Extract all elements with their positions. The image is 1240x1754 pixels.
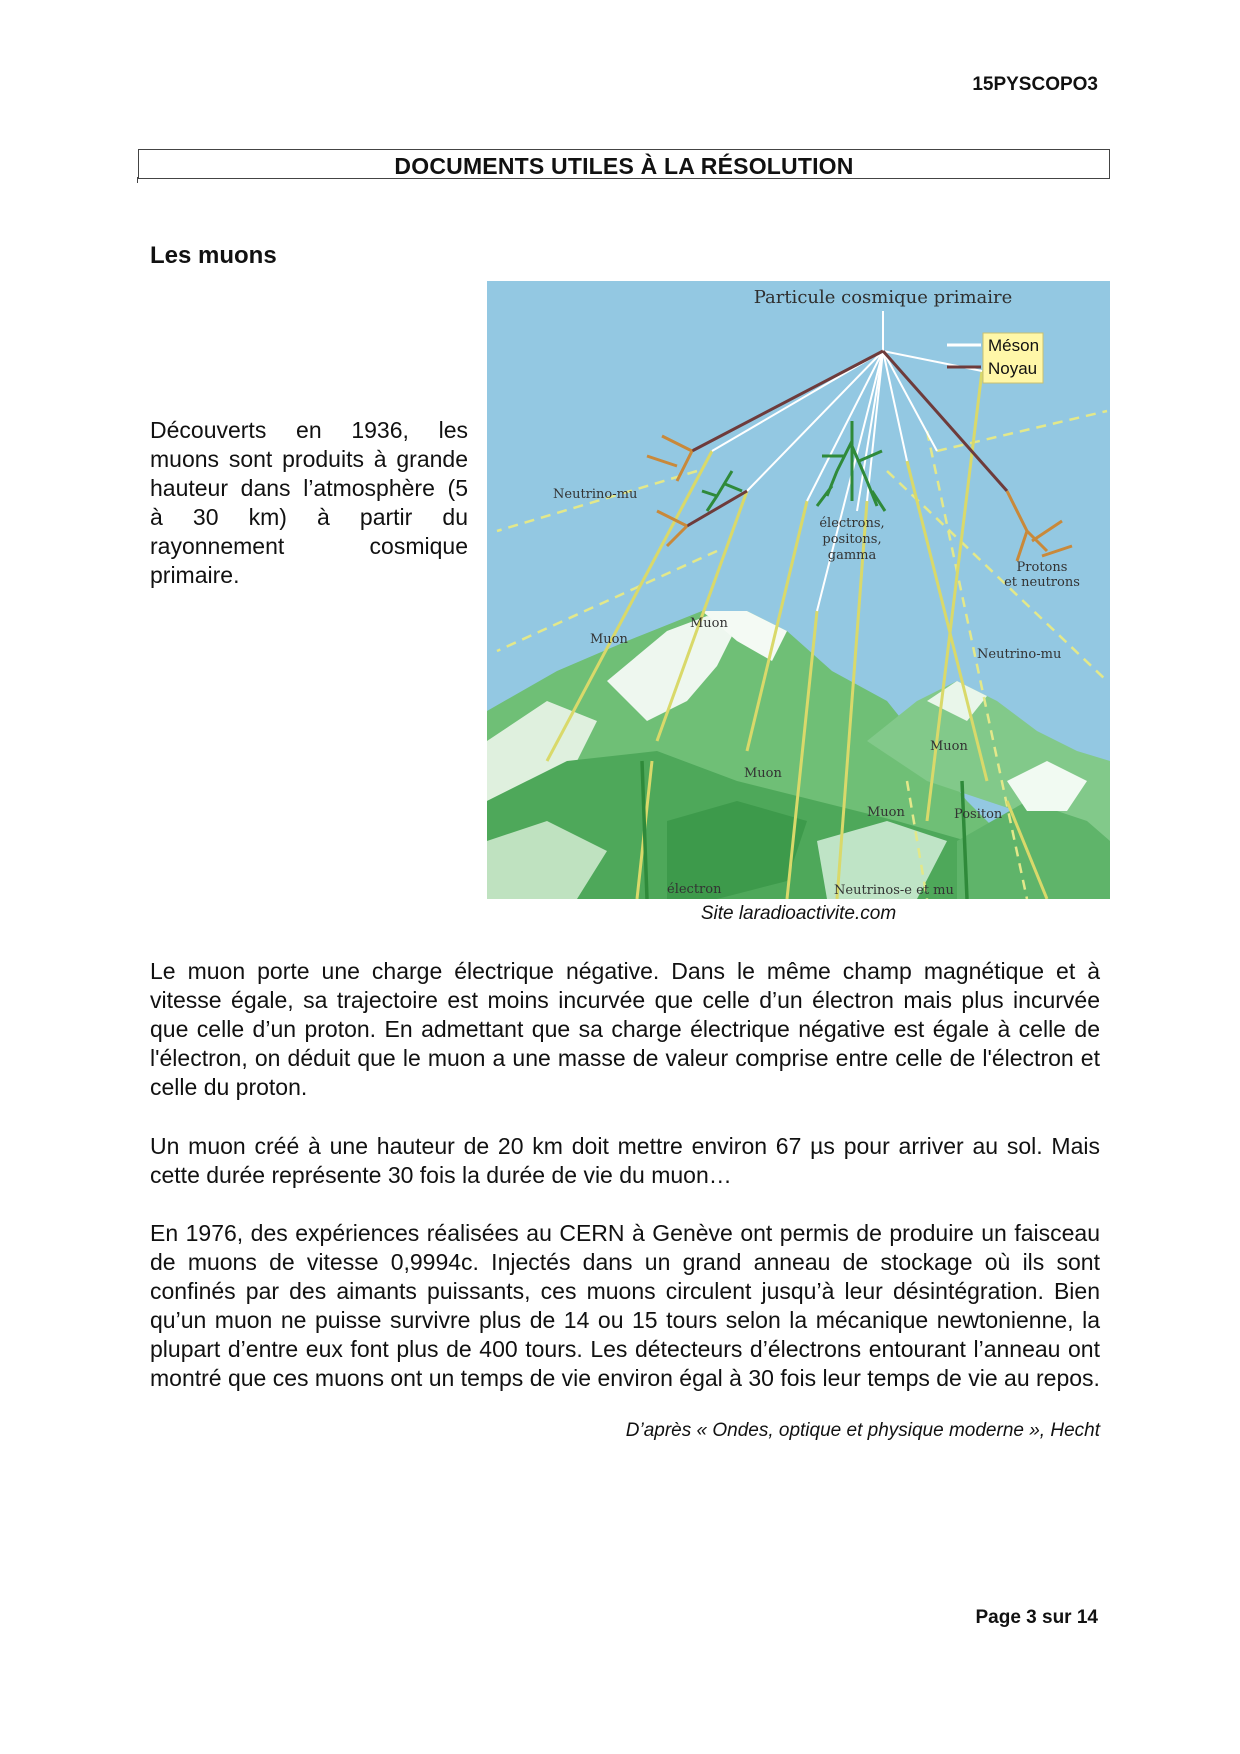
cosmic-ray-figure bbox=[487, 281, 1110, 899]
figure-caption: Site laradioactivite.com bbox=[700, 903, 897, 924]
source-citation: D’après « Ondes, optique et physique moderne », Hecht bbox=[625, 1420, 1100, 1441]
label-neutrinos-e-mu: Neutrinos-e et mu bbox=[834, 883, 954, 898]
label-neutrino-mu-right: Neutrino-mu bbox=[977, 647, 1062, 662]
document-code: 15PYSCOPO3 bbox=[972, 74, 1098, 95]
paragraph-1: Le muon porte une charge électrique négative. Dans le même champ magnétique et à vitesse égale, sa trajectoire est moins incurvée que celle d’un électron mais plus incurvée que celle d’un proton. En admettant que sa charge électrique négative est égale à celle de l'électron, on déduit que le muon a une masse de valeur comprise entre celle de l'électron et celle du proton. bbox=[150, 958, 1100, 1100]
page-number: Page 3 sur 14 bbox=[975, 1607, 1098, 1628]
label-electron: électron bbox=[667, 882, 722, 897]
cosmic-ray-diagram bbox=[487, 281, 1110, 899]
label-muon-5: Muon bbox=[867, 805, 905, 820]
label-electrons-2: positons, bbox=[822, 532, 882, 547]
figure-title: Particule cosmique primaire bbox=[753, 287, 1013, 308]
paragraph-2: Un muon créé à une hauteur de 20 km doit mettre environ 67 µs pour arriver au sol. Mais cette durée représente 30 fois la durée de vie du muon… bbox=[150, 1133, 1100, 1188]
label-neutrino-mu-left: Neutrino-mu bbox=[553, 487, 638, 502]
legend-meson-label: Méson bbox=[988, 336, 1040, 355]
label-muon-4: Muon bbox=[744, 766, 782, 781]
page-title: DOCUMENTS UTILES À LA RÉSOLUTION bbox=[394, 153, 854, 179]
label-electrons-1: électrons, bbox=[819, 516, 885, 531]
label-muon-1: Muon bbox=[590, 632, 628, 647]
label-electrons-3: gamma bbox=[827, 548, 877, 563]
label-protons-1: Protons bbox=[1016, 560, 1068, 575]
title-box bbox=[138, 149, 1110, 179]
legend-noyau-label: Noyau bbox=[988, 359, 1038, 378]
label-positon: Positon bbox=[954, 807, 1003, 822]
paragraph-3: En 1976, des expériences réalisées au CERN à Genève ont permis de produire un faisceau de muons de vitesse 0,9994c. Injectés dans un grand anneau de stockage où ils sont confinés par des aimants puissants, ces muons circulent jusqu’à leur désintégration. Bien qu’un muon ne puisse survivre plus de 14 ou 15 tours selon la mécanique newtonienne, la plupart d’entre eux font plus de 400 tours. Les détecteurs d’électrons entourant l’anneau ont montré que ces muons ont un temps de vie environ égal à 30 fois leur temps de vie au repos. bbox=[150, 1220, 1100, 1391]
section-title: Les muons bbox=[150, 242, 277, 269]
label-muon-3: Muon bbox=[930, 739, 968, 754]
label-protons-2: et neutrons bbox=[1004, 575, 1080, 590]
intro-paragraph: Découverts en 1936, les muons sont produits à grande hauteur dans l’atmosphère (5 à 30 km) à partir du rayonnement cosmique primaire. bbox=[150, 417, 468, 588]
label-muon-2: Muon bbox=[690, 616, 728, 631]
